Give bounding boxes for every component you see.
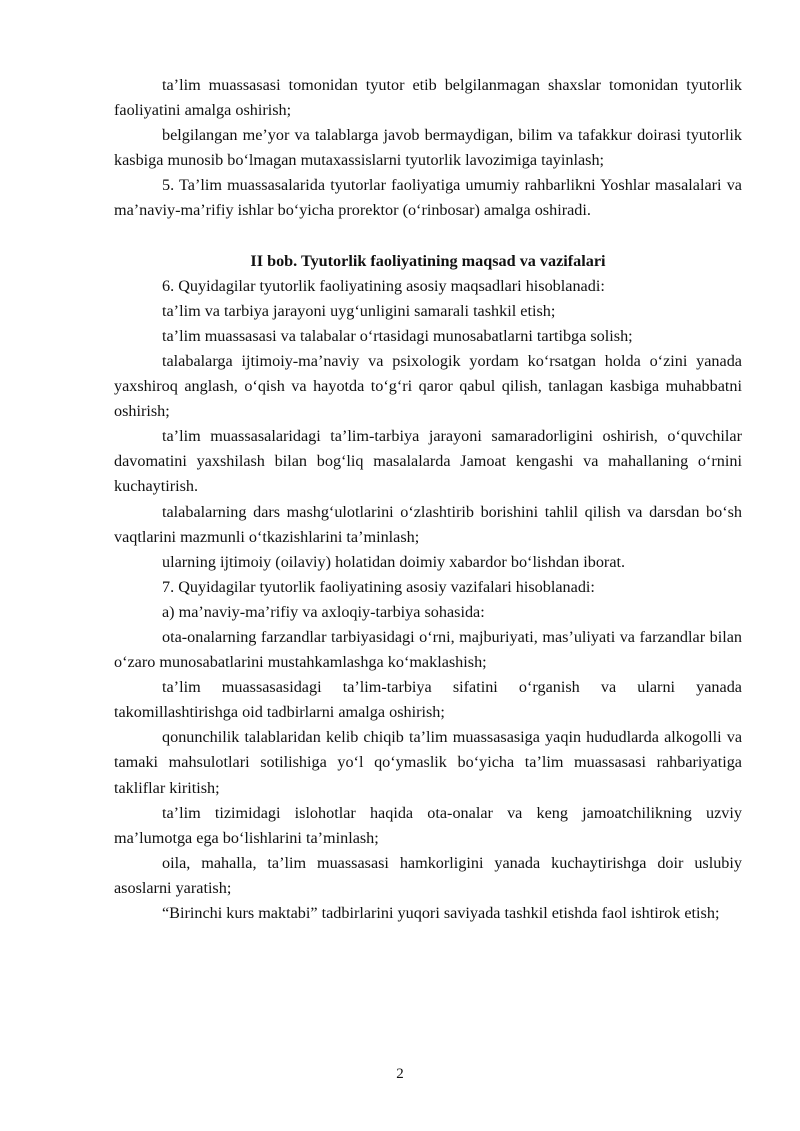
- paragraph: ta’lim tizimidagi islohotlar haqida ota-onalar va keng jamoatchilikning uzviy ma’lumotga ega bo‘lishlarini ta’minlash;: [114, 803, 742, 847]
- paragraph: oila, mahalla, ta’lim muassasasi hamkorligini yanada kuchaytirishga doir uslubiy asoslarni yaratish;: [114, 853, 742, 897]
- paragraph: talabalarning dars mashg‘ulotlarini o‘zlashtirib borishini tahlil qilish va darsdan bo‘sh vaqtlarini mazmunli o‘tkazishlarini ta’minlash;: [114, 502, 742, 546]
- paragraph: “Birinchi kurs maktabi” tadbirlarini yuqori saviyada tashkil etishda faol ishtirok etish;: [162, 904, 720, 922]
- paragraph: belgilangan me’yor va talablarga javob bermaydigan, bilim va tafakkur doirasi tyutorlik kasbiga munosib bo‘lmagan mutaxassislarni tyutorlik lavozimiga tayinlash;: [114, 126, 742, 170]
- paragraph: ota-onalarning farzandlar tarbiyasidagi o‘rni, majburiyati, mas’uliyati va farzandlar bilan o‘zaro munosabatlarini mustahkamlashga ko‘maklashish;: [114, 627, 742, 672]
- paragraph: talabalarga ijtimoiy-ma’naviy va psixologik yordam ko‘rsatgan holda o‘zini yanada yaxshiroq anglash, o‘qish va hayotda to‘g‘ri qaror qabul qilish, tanlagan kasbiga muhabbatni oshirish;: [114, 351, 742, 421]
- paragraph: 5. Ta’lim muassasalarida tyutorlar faoliyatiga umumiy rahbarlikni Yoshlar masalalari va ma’naviy-ma’rifiy ishlar bo‘yicha prorektor (o‘rinbosar) amalga oshiradi.: [114, 176, 742, 220]
- paragraph: qonunchilik talablaridan kelib chiqib ta’lim muassasasiga yaqin hududlarda alkogolli va tamaki mahsulotlari sotilishiga yo‘l qo‘ymaslik bo‘yicha ta’lim muassasasi rahbariyatiga takliflar kiritish;: [114, 728, 742, 797]
- paragraph: ta’lim muassasasi va talabalar o‘rtasidagi munosabatlarni tartibga solish;: [162, 326, 633, 345]
- document-page: [114, 73, 742, 926]
- chapter-heading: II bob. Tyutorlik faoliyatining maqsad va vazifalari: [250, 251, 606, 270]
- paragraph: ta’lim muassasasidagi ta’lim-tarbiya sifatini o‘rganish va ularni yanada takomillashtirishga oid tadbirlarni amalga oshirish;: [114, 678, 742, 722]
- paragraph: ta’lim va tarbiya jarayoni uyg‘unligini samarali tashkil etish;: [162, 301, 556, 320]
- paragraph: 6. Quyidagilar tyutorlik faoliyatining asosiy maqsadlari hisoblanadi:: [162, 276, 605, 295]
- page-number: 2: [396, 1066, 404, 1082]
- paragraph: ta’lim muassasalaridagi ta’lim-tarbiya jarayoni samaradorligini oshirish, o‘quvchilar davomatini yaxshilash bilan bog‘liq masalalarda Jamoat kengashi va mahallaning o‘rnini kuchaytirish.: [114, 427, 742, 496]
- paragraph: ta’lim muassasasi tomonidan tyutor etib belgilanmagan shaxslar tomonidan tyutorlik faoliyatini amalga oshirish;: [114, 76, 742, 120]
- paragraph: 7. Quyidagilar tyutorlik faoliyatining asosiy vazifalari hisoblanadi:: [162, 577, 595, 596]
- paragraph: ularning ijtimoiy (oilaviy) holatidan doimiy xabardor bo‘lishdan iborat.: [162, 552, 626, 571]
- paragraph: a) ma’naviy-ma’rifiy va axloqiy-tarbiya sohasida:: [162, 602, 485, 621]
